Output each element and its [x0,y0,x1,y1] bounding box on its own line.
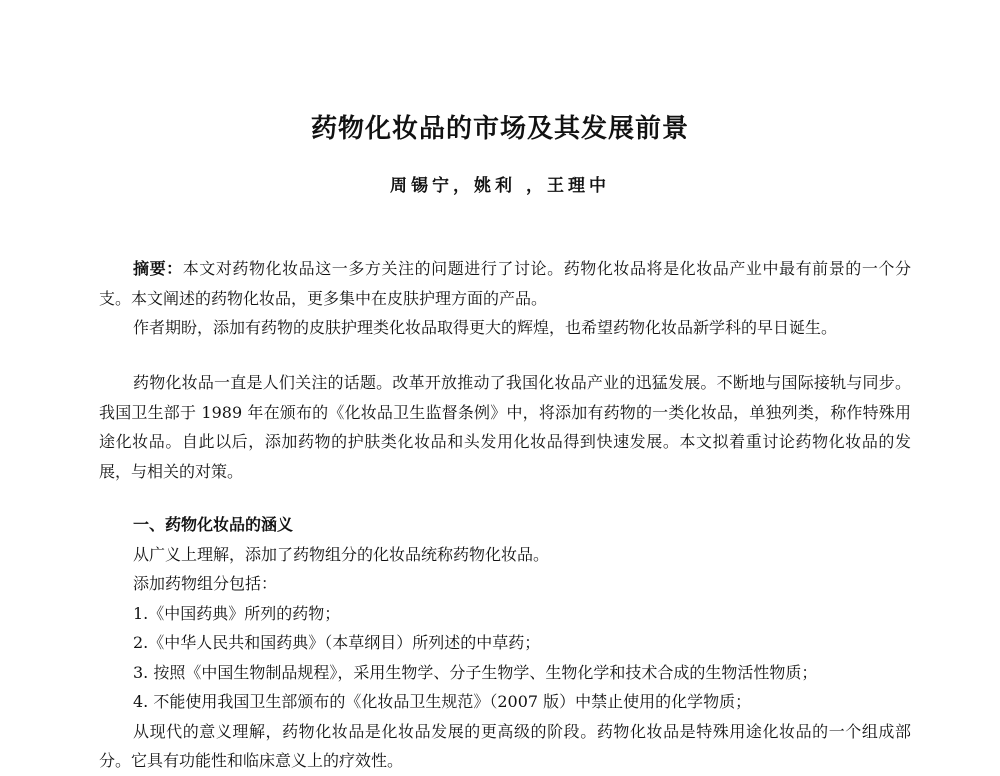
list-item: 4. 不能使用我国卫生部颁布的《化妆品卫生规范》（2007 版）中禁止使用的化学物质； [133,692,752,711]
list-item: 3. 按照《中国生物制品规程》，采用生物学、分子生物学、生物化学和技术合成的生物活性物质； [133,662,818,682]
section-1 [99,510,911,776]
paper-authors: 周锡宁，姚利 ，王理中 [390,176,610,196]
section-paragraph: 添加药物组分包括： [133,574,278,593]
list-item: 1.《中国药典》所列的药物； [133,603,341,623]
paper-title: 药物化妆品的市场及其发展前景 [310,114,689,144]
section-paragraph: 从现代的意义理解，药物化妆品是化妆品发展的更高级的阶段。药物化妆品是特殊用途化妆品的一个组成部分。它具有功能性和临床意义上的疗效性。 [99,721,911,770]
section-heading: 一、药物化妆品的涵义 [133,515,294,534]
intro-paragraph: 药物化妆品一直是人们关注的话题。改革开放推动了我国化妆品产业的迅猛发展。不断地与国际接轨与同步。我国卫生部于 1989 年在颁布的《化妆品卫生监督条例》中，将添加有药物的一类化妆品，单独列类，称作特殊用途化妆品。自此以后，添加药物的护肤类化妆品和头发用化妆品得到快速发展。本文拟着重讨论药物化妆品的发展，与相关的对策。 [99,373,911,481]
list-item: 2.《中华人民共和国药典》（本草纲目）所列述的中草药； [133,633,541,652]
abstract-text-2: 作者期盼，添加有药物的皮肤护理类化妆品取得更大的辉煌，也希望药物化妆品新学科的早日诞生。 [133,318,838,337]
section-paragraph: 从广义上理解，添加了药物组分的化妆品统称药物化妆品。 [133,544,550,564]
abstract-label: 摘要： [133,259,183,278]
abstract-paragraph [99,254,911,313]
abstract-text: 本文对药物化妆品这一多方关注的问题进行了讨论。药物化妆品将是化妆品产业中最有前景的一个分支。本文阐述的药物化妆品，更多集中在皮肤护理方面的产品。 [99,259,911,308]
introduction [99,368,911,486]
abstract [99,254,911,343]
